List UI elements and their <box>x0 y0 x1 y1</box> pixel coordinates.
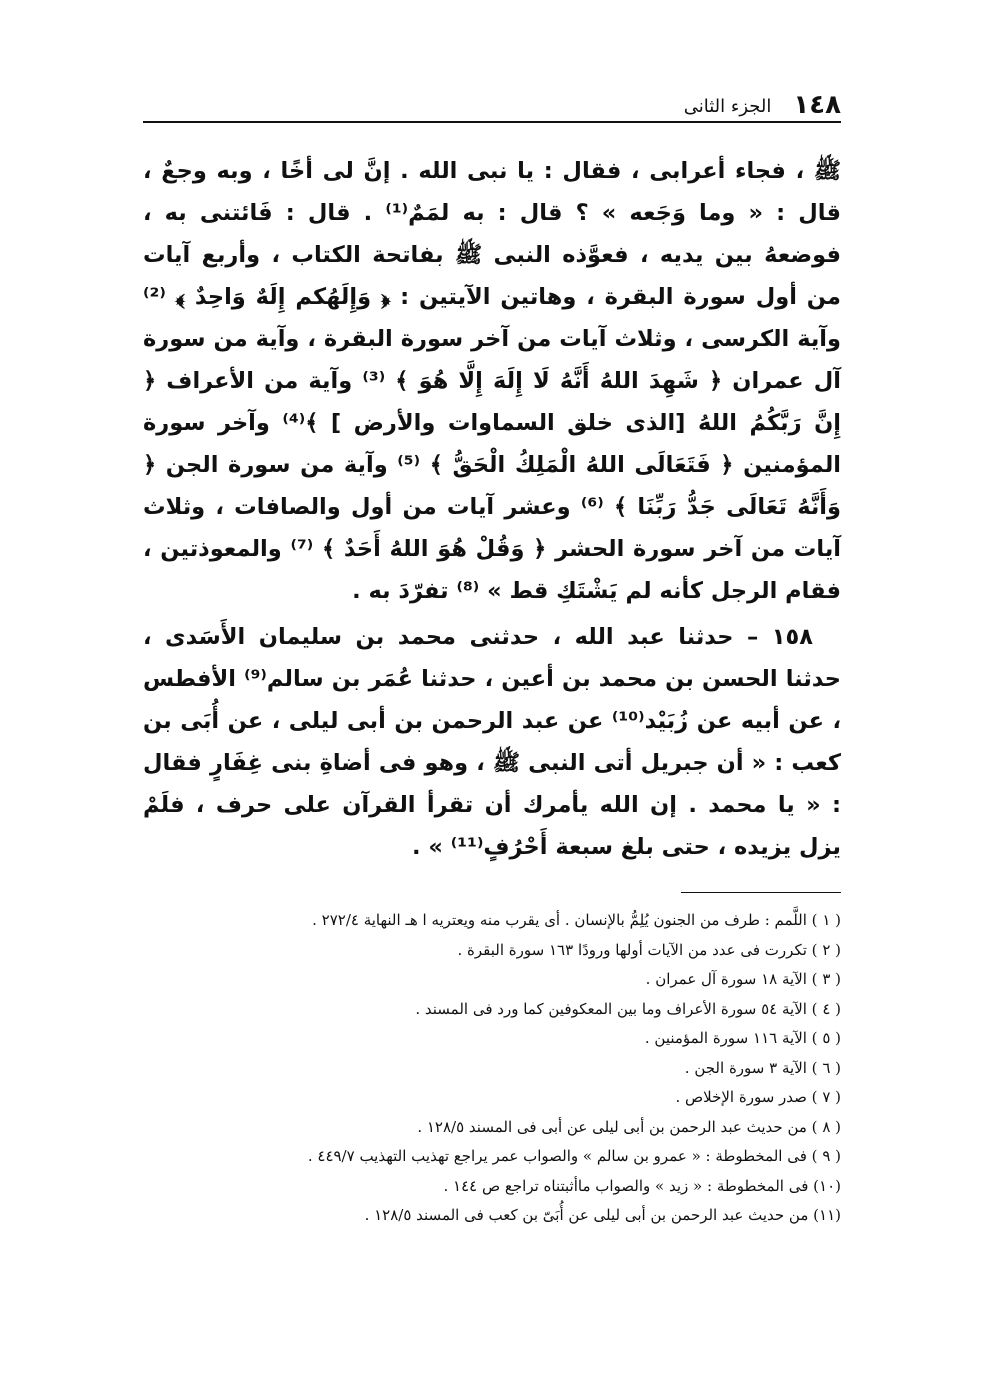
footnote-6: ( ٦ ) الآية ٣ سورة الجن . <box>684 1058 841 1077</box>
footnote-4: ( ٤ ) الآية ٥٤ سورة الأعراف وما بين المعكوفين كما ورد فى المسند . <box>415 999 841 1018</box>
main-text <box>143 150 841 868</box>
header-rule <box>143 121 841 123</box>
hadith-paragraph-158: ١٥٨ – حدثنا عبد الله ، حدثنى محمد بن سليمان الأَسَدى ، حدثنا الحسن بن محمد بن أعين ، حدثنا عُمَر بن سالم⁽⁹⁾ الأفطس ، عن أبيه عن زُبَيْد⁽¹⁰⁾ عن عبد الرحمن بن أبى ليلى ، عن أُبَى بن كعب : « أن جبريل أتى النبى ﷺ ، وهو فى أضاةِ بنى غِفَارٍ فقال : « يا محمد . إن الله يأمرك أن تقرأ القرآن على حرف ، فلَمْ يزل يزيده ، حتى بلغ سبعة أَحْرُفٍ⁽¹¹⁾ » . <box>143 624 842 860</box>
footnote-8: ( ٨ ) من حديث عبد الرحمن بن أبى ليلى عن أبى فى المسند ١٢٨/٥ . <box>417 1117 841 1136</box>
footnote-11: (١١) من حديث عبد الرحمن بن أبى ليلى عن أُبَىّ بن كعب فى المسند ١٢٨/٥ . <box>364 1206 841 1224</box>
footnote-9: ( ٩ ) فى المخطوطة : « عمرو بن سالم » والصواب عمر يراجع تهذيب التهذيب ٤٤٩/٧ . <box>307 1147 841 1165</box>
page-number: ١٤٨ <box>793 90 841 120</box>
footnote-1: ( ١ ) اللَّمم : طرف من الجنون يُلِمُّ بالإنسان . أى يقرب منه ويعتريه ا هـ النهاية ٢٧٢/٤ . <box>312 911 841 929</box>
footnote-2: ( ٢ ) تكررت فى عدد من الآيات أولها ورودًا ١٦٣ سورة البقرة . <box>457 940 841 959</box>
running-head <box>143 86 841 118</box>
part-title: الجزء الثانى <box>683 96 772 117</box>
footnote-3: ( ٣ ) الآية ١٨ سورة آل عمران . <box>645 970 841 988</box>
footnote-7: ( ٧ ) صدر سورة الإخلاص . <box>675 1088 841 1106</box>
footnote-5: ( ٥ ) الآية ١١٦ سورة المؤمنين . <box>644 1029 841 1047</box>
footnote-rule <box>681 892 841 893</box>
footnote-10: (١٠) فى المخطوطة : « زيد » والصواب ماأثبتناه تراجع ص ١٤٤ . <box>443 1176 841 1195</box>
hadith-paragraph-continued: ﷺ ، فجاء أعرابى ، فقال : يا نبى الله . إنَّ لى أخًا ، وبه وجعٌ ، قال : « وما وَجَعه » ؟ قال : به لمَمٌ⁽¹⁾ . قال : فَائتنى به ، فوضعهُ بين يديه ، فعوَّذه النبى ﷺ بفاتحة الكتاب ، وأربع آيات من أول سورة البقرة ، وهاتين الآيتين : ﴿ وَإِلَهُكم إِلَهٌ وَاحِدٌ ﴾ ⁽²⁾ وآية الكرسى ، وثلاث آيات من آخر سورة البقرة ، وآية من سورة آل عمران ﴿ شَهِدَ اللهُ أَنَّهُ لَا إِلَهَ إِلَّا هُوَ ﴾ ⁽³⁾ وآية من الأعراف ﴿ إِنَّ رَبَّكُمُ اللهُ [الذى خلق السماوات والأرض ] ﴾⁽⁴⁾ وآخر سورة المؤمنين ﴿ فَتَعَالَى اللهُ الْمَلِكُ الْحَقُّ ﴾ ⁽⁵⁾ وآية من سورة الجن ﴿ وَأَنَّهُ تَعَالَى جَدُّ رَبِّنَا ﴾ ⁽⁶⁾ وعشر آيات من أول والصافات ، وثلاث آيات من آخر سورة الحشر ﴿ وَقُلْ هُوَ اللهُ أَحَدٌ ﴾ ⁽⁷⁾ والمعوذتين ، فقام الرجل كأنه لم يَشْتَكِ قط » ⁽⁸⁾ تفرّدَ به . <box>143 158 842 604</box>
footnotes <box>143 906 841 1231</box>
